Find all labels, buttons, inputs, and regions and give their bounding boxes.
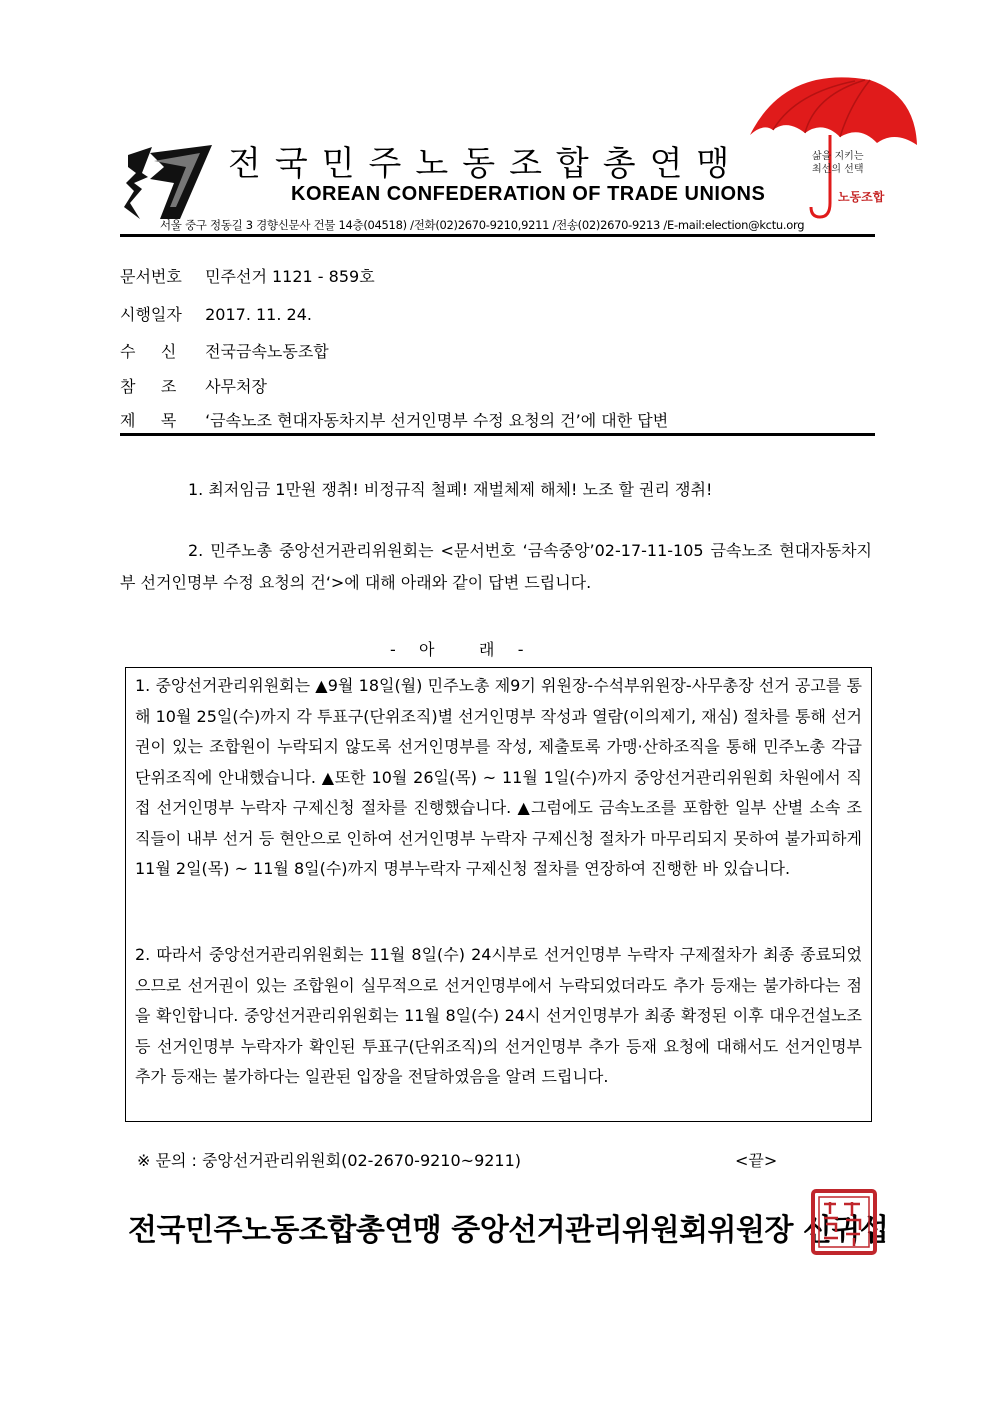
meta-value: 민주선거 1121 - 859호 — [205, 267, 375, 286]
header-divider — [120, 234, 875, 237]
slogan-line-1: 삶을 지키는 — [812, 151, 864, 162]
contact-info: 서울 중구 정동길 3 경향신문사 건물 14층(04518) /전화(02)2670-9210,9211 /전송(02)2670-9213 /E-mail:election@kctu.org — [160, 218, 805, 232]
box-item-1: 1. 중앙선거관리위원회는 ▲9월 18일(월) 민주노총 제9기 위원장-수석부위원장-사무총장 선거 공고를 통해 10월 25일(수)까지 각 투표구(단위조직)별 선거인명부 작성과 열람(이의제기, 재심) 절차를 통해 선거권이 있는 조합원이 누락되지 않도록 선거인명부를 작성, 제출토록 가맹·산하조직을 통해 민주노총 각급 단위조직에 안내했습니다. ▲또한 10월 26일(목) ~ 11월 1일(수)까지 중앙선거관리위원회 차원에서 직접 선거인명부 누락자 구제신청 절차를 진행했습니다. ▲그럼에도 금속노조를 포함한 일부 산별 소속 조직들이 내부 선거 등 현안으로 인하여 선거인명부 누락자 구제신청 절차가 마무리되지 못하여 불가피하게 11월 2일(목) ~ 11월 8일(수)까지 명부누락자 구제신청 절차를 연장하여 진행한 바 있습니다. — [135, 676, 862, 878]
union-mark-text: 노동조합 — [838, 190, 885, 204]
kctu-logo-icon — [120, 143, 215, 223]
meta-label: 문서번호 — [120, 267, 182, 286]
slogan-line-2: 최선의 선택 — [812, 164, 864, 175]
section-heading-arae: - 아 래 - — [390, 640, 526, 659]
meta-divider — [120, 433, 875, 436]
body-paragraph-1: 1. 최저임금 1만원 쟁취! 비정규직 철폐! 재벌체제 해체! 노조 할 권리 쟁취! — [188, 480, 713, 499]
meta-value: 전국금속노동조합 — [205, 342, 329, 361]
body-paragraph-2: 2. 민주노총 중앙선거관리위원회는 <문서번호 ‘금속중앙’02-17-11-105 금속노조 현대자동차지부 선거인명부 수정 요청의 건‘>에 대해 아래와 같이 답변 드립니다. — [120, 541, 872, 592]
meta-row-recipient — [120, 339, 329, 362]
meta-value: ‘금속노조 현대자동차지부 선거인명부 수정 요청의 건’에 대한 답변 — [205, 411, 669, 430]
meta-row-date — [120, 302, 312, 325]
meta-row-doc-number — [120, 264, 375, 287]
meta-label: 참 조 — [120, 377, 177, 396]
slogan-text — [812, 150, 863, 176]
meta-row-reference — [120, 374, 267, 397]
meta-label: 시행일자 — [120, 305, 182, 324]
meta-label: 수 신 — [120, 342, 177, 361]
meta-row-subject — [120, 408, 668, 431]
box-item-2: 2. 따라서 중앙선거관리위원회는 11월 8일(수) 24시부로 선거인명부 누락자 구제절차가 최종 종료되었으므로 선거권이 있는 조합원이 실무적으로 선거인명부에서 누락되었더라도 추가 등재는 불가하다는 점을 확인합니다. 중앙선거관리위원회는 11월 8일(수) 24시 선거인명부가 최종 확정된 이후 대우건설노조 등 선거인명부 누락자가 확인된 투표구(단위조직)의 선거인명부 추가 등재 요청에 대해서도 선거인명부 추가 등재는 불가하다는 일관된 입장을 전달하였음을 알려 드립니다. — [135, 945, 862, 1086]
official-seal-icon — [810, 1188, 878, 1256]
meta-value: 사무처장 — [205, 377, 267, 396]
meta-label: 제 목 — [120, 411, 177, 430]
org-name-korean: 전국민주노동조합총연맹 — [228, 144, 744, 184]
meta-value: 2017. 11. 24. — [205, 305, 312, 324]
end-mark: <끝> — [735, 1151, 778, 1170]
signature-line: 전국민주노동조합총연맹 중앙선거관리위원회위원장 신귀섭 — [128, 1213, 889, 1248]
inquiry-line: ※ 문의 : 중앙선거관리위원회(02-2670-9210~9211) — [137, 1151, 522, 1170]
org-name-english: KOREAN CONFEDERATION OF TRADE UNIONS — [291, 183, 766, 205]
